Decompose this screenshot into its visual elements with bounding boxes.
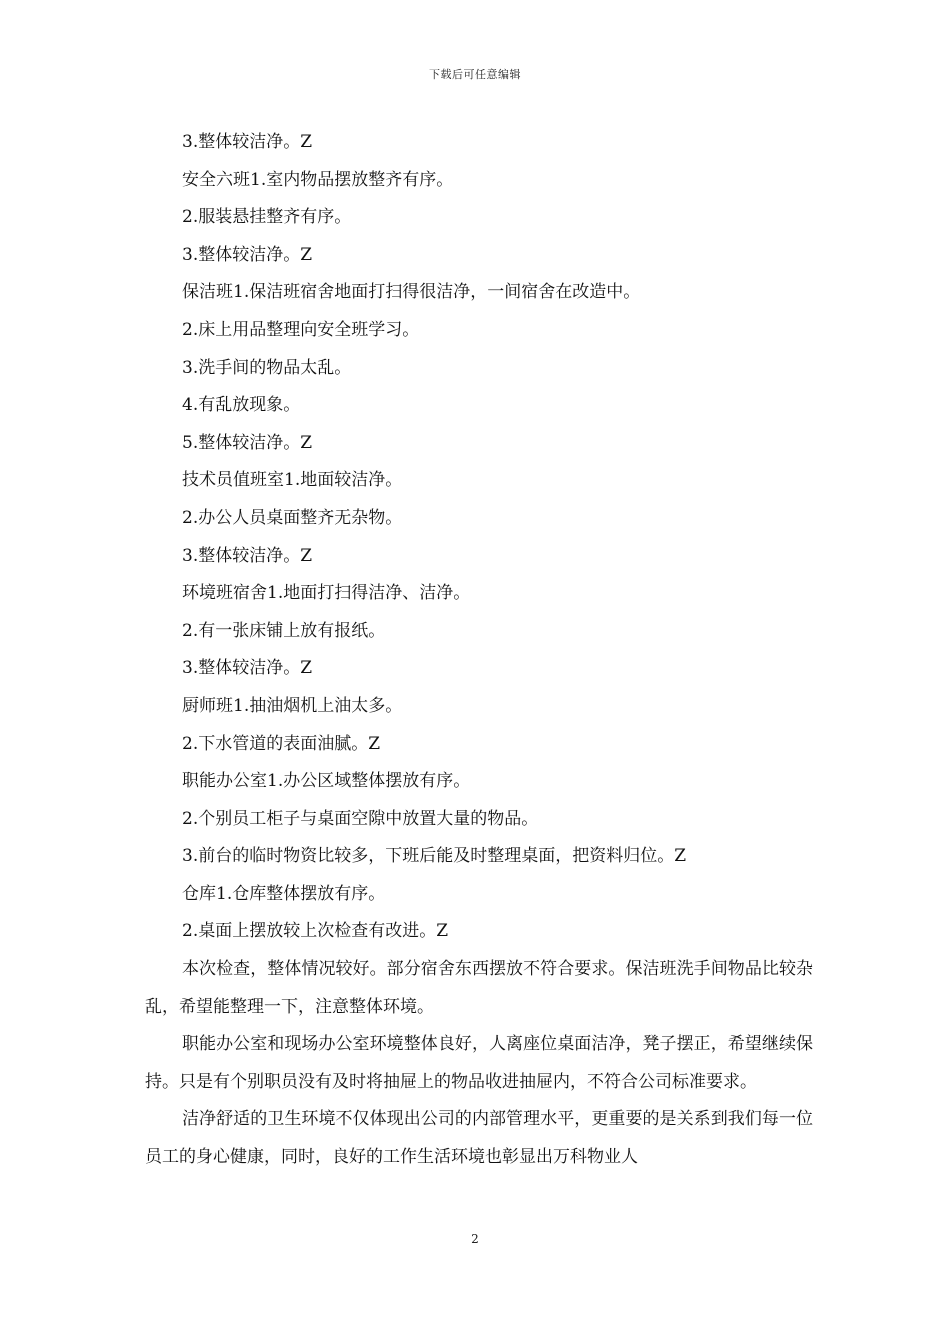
list-item: 2.办公人员桌面整齐无杂物。 xyxy=(182,507,403,528)
list-item: 3.洗手间的物品太乱。 xyxy=(182,357,352,378)
list-item: 2.床上用品整理向安全班学习。 xyxy=(182,319,420,340)
list-item: 2.有一张床铺上放有报纸。 xyxy=(182,620,386,641)
list-item: 3.前台的临时物资比较多，下班后能及时整理桌面，把资料归位。Z xyxy=(182,846,687,867)
document-body xyxy=(145,124,813,1177)
list-item: 4.有乱放现象。 xyxy=(182,395,301,416)
list-item: 3.整体较洁净。Z xyxy=(182,545,313,566)
list-item: 2.个别员工柜子与桌面空隙中放置大量的物品。 xyxy=(182,808,539,829)
list-item: 5.整体较洁净。Z xyxy=(182,432,313,453)
list-item: 环境班宿舍1.地面打扫得洁净、洁净。 xyxy=(182,583,471,604)
list-item: 仓库1.仓库整体摆放有序。 xyxy=(182,883,386,904)
page-header: 下载后可任意编辑 xyxy=(429,68,521,81)
list-item: 3.整体较洁净。Z xyxy=(182,658,313,679)
list-item: 保洁班1.保洁班宿舍地面打扫得很洁净，一间宿舍在改造中。 xyxy=(182,282,641,303)
list-item: 2.服装悬挂整齐有序。 xyxy=(182,207,352,228)
list-item: 2.下水管道的表面油腻。Z xyxy=(182,733,381,754)
closing-paragraph: 洁净舒适的卫生环境不仅体现出公司的内部管理水平，更重要的是关系到我们每一位员工的身心健康，同时，良好的工作生活环境也彰显出万科物业人 xyxy=(145,1109,813,1168)
list-item: 3.整体较洁净。Z xyxy=(182,244,313,265)
office-paragraph: 职能办公室和现场办公室环境整体良好，人离座位桌面洁净，凳子摆正，希望继续保持。只是有个别职员没有及时将抽屉上的物品收进抽屉内，不符合公司标准要求。 xyxy=(145,1034,813,1092)
list-item: 职能办公室1.办公区域整体摆放有序。 xyxy=(182,771,471,792)
list-item: 安全六班1.室内物品摆放整齐有序。 xyxy=(182,169,454,190)
list-item: 技术员值班室1.地面较洁净。 xyxy=(182,470,403,491)
summary-paragraph: 本次检查，整体情况较好。部分宿舍东西摆放不符合要求。保洁班洗手间物品比较杂乱，希望能整理一下，注意整体环境。 xyxy=(145,959,813,1017)
list-item: 2.桌面上摆放较上次检查有改进。Z xyxy=(182,921,449,942)
page-number: 2 xyxy=(471,1232,479,1246)
list-item: 3.整体较洁净。Z xyxy=(182,132,313,152)
list-item: 厨师班1.抽油烟机上油太多。 xyxy=(182,695,403,716)
